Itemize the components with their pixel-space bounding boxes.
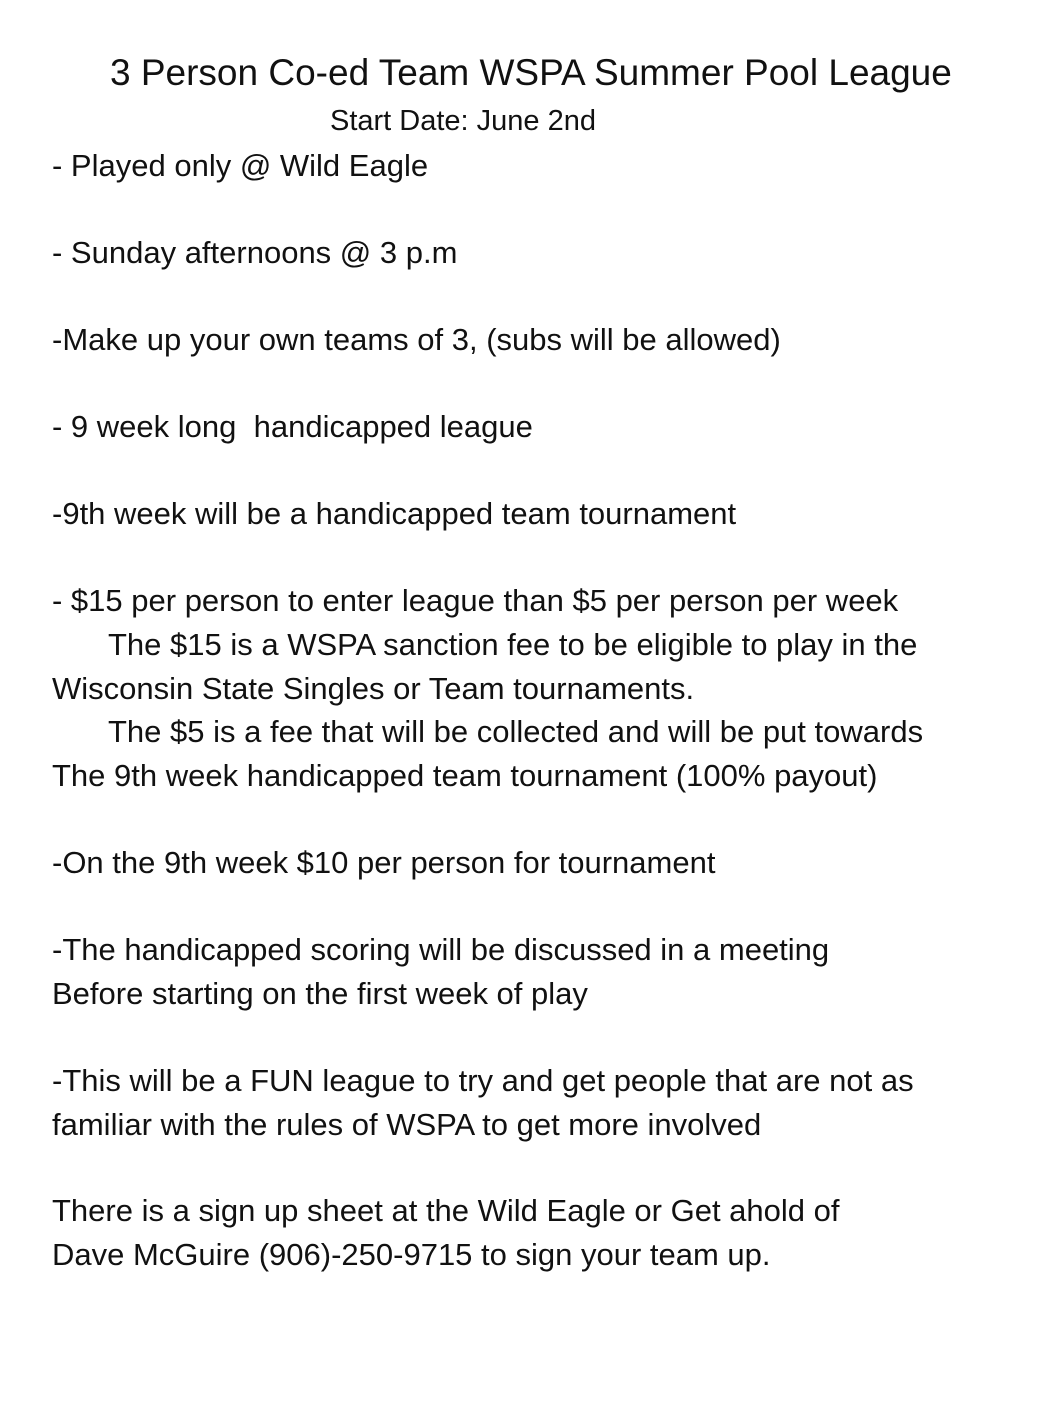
fun-line-2: familiar with the rules of WSPA to get more involved bbox=[52, 1107, 762, 1142]
scoring-line-1: -The handicapped scoring will be discussed in a meeting bbox=[52, 932, 830, 967]
signup-line-2: Dave McGuire (906)-250-9715 to sign your team up. bbox=[52, 1237, 771, 1272]
fee-5-line-2: The 9th week handicapped team tournament (100% payout) bbox=[52, 758, 878, 793]
nine-week-line: - 9 week long handicapped league bbox=[52, 409, 533, 444]
fee-15-line-1: The $15 is a WSPA sanction fee to be eligible to play in the bbox=[108, 627, 918, 662]
ninth-week-line: -9th week will be a handicapped team tournament bbox=[52, 496, 737, 531]
teams-line: -Make up your own teams of 3, (subs will be allowed) bbox=[52, 322, 781, 357]
fee-5-line-1: The $5 is a fee that will be collected and will be put towards bbox=[108, 714, 924, 749]
fun-line-1: -This will be a FUN league to try and get people that are not as bbox=[52, 1063, 914, 1098]
fee-15-line-2: Wisconsin State Singles or Team tournaments. bbox=[52, 671, 695, 706]
played-only-line: - Played only @ Wild Eagle bbox=[52, 148, 429, 183]
fee-intro-line: - $15 per person to enter league than $5 per person per week bbox=[52, 583, 899, 618]
scoring-line-2: Before starting on the first week of play bbox=[52, 976, 588, 1011]
sunday-line: - Sunday afternoons @ 3 p.m bbox=[52, 235, 458, 270]
start-date: Start Date: June 2nd bbox=[330, 105, 596, 137]
tournament-fee-line: -On the 9th week $10 per person for tournament bbox=[52, 845, 716, 880]
flyer-title: 3 Person Co-ed Team WSPA Summer Pool League bbox=[110, 52, 952, 93]
signup-line-1: There is a sign up sheet at the Wild Eagle or Get ahold of bbox=[52, 1193, 840, 1228]
